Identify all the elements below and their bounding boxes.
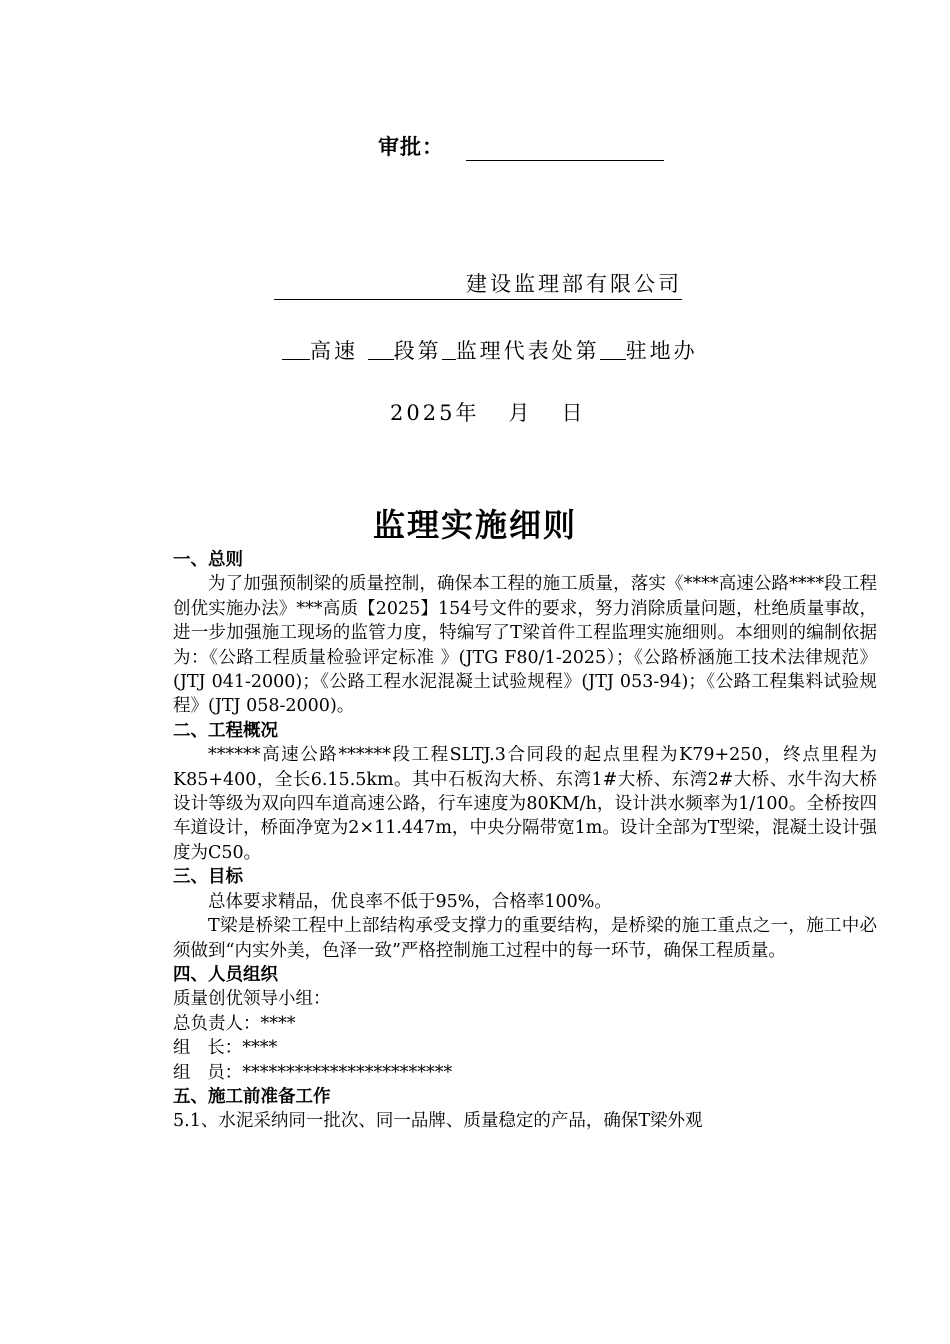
section-heading: 四、人员组织 [173, 964, 278, 985]
office-line [282, 335, 698, 365]
staff-line: 组 长：**** [173, 1038, 278, 1059]
blank [442, 337, 456, 360]
paragraph: 总体要求精品，优良率不低于95%，合格率100%。 [208, 891, 612, 912]
paragraph: 5.1、水泥采纳同一批次、同一品牌、质量稳定的产品，确保T梁外观 [173, 1111, 703, 1132]
staff-line: 质量创优领导小组： [173, 989, 331, 1010]
document-body [173, 548, 877, 1134]
approval-label: 审批： [378, 135, 444, 159]
blank [600, 337, 626, 360]
paragraph: 为了加强预制梁的质量控制，确保本工程的施工质量，落实《****高速公路****段工程创优实施办法》***高质【2025】154号文件的要求，努力消除质量问题，杜绝质量事故，进一步加强施工现场的监管力度，特编写了T梁首件工程监理实施细则。本细则的编制依据为：《公路工程质量检验评定标准 》(JTG F80/1-2025）；《公路桥涵施工技术法律规范》(JTJ 041-2000)；《公路工程水泥混凝土试验规程》(JTJ 053-94)；《公路工程集料试验规程》(JTJ 058-2000)。 [173, 574, 877, 717]
company-name: 建设监理部有限公司 [274, 268, 682, 300]
document-title: 监理实施细则 [372, 506, 577, 544]
staff-line: 组 员：************************ [173, 1062, 453, 1083]
document-date: 2025年 月 日 [390, 401, 586, 425]
staff-line: 总负责人：**** [173, 1013, 296, 1034]
blank [368, 337, 394, 360]
approval-signature-blank [466, 130, 664, 161]
office-part: 段第 [393, 339, 442, 363]
section-heading: 二、工程概况 [173, 720, 278, 741]
office-part: 监理代表处第 [455, 339, 600, 363]
office-part: 驻地办 [625, 339, 698, 363]
paragraph: ******高速公路******段工程SLTJ.3合同段的起点里程为K79+250，终点里程为K85+400，全长6.15.5km。其中石板沟大桥、东湾1#大桥、东湾2#大桥、水牛沟大桥设计等级为双向四车道高速公路，行车速度为80KM/h，设计洪水频率为1/100。全桥按四车道设计，桥面净宽为2×11.447m，中央分隔带宽1m。设计全部为T型梁，混凝土设计强度为C50。 [173, 745, 877, 863]
section-heading: 三、目标 [173, 867, 243, 888]
office-part: 高速 [310, 339, 368, 363]
blank [282, 337, 310, 360]
approval-line [378, 130, 664, 161]
paragraph: T梁是桥梁工程中上部结构承受支撑力的重要结构，是桥梁的施工重点之一，施工中必须做到“内实外美，色泽一致”严格控制施工过程中的每一环节，确保工程质量。 [173, 916, 877, 961]
section-heading: 五、施工前准备工作 [173, 1086, 331, 1107]
section-heading: 一、总则 [173, 550, 243, 570]
